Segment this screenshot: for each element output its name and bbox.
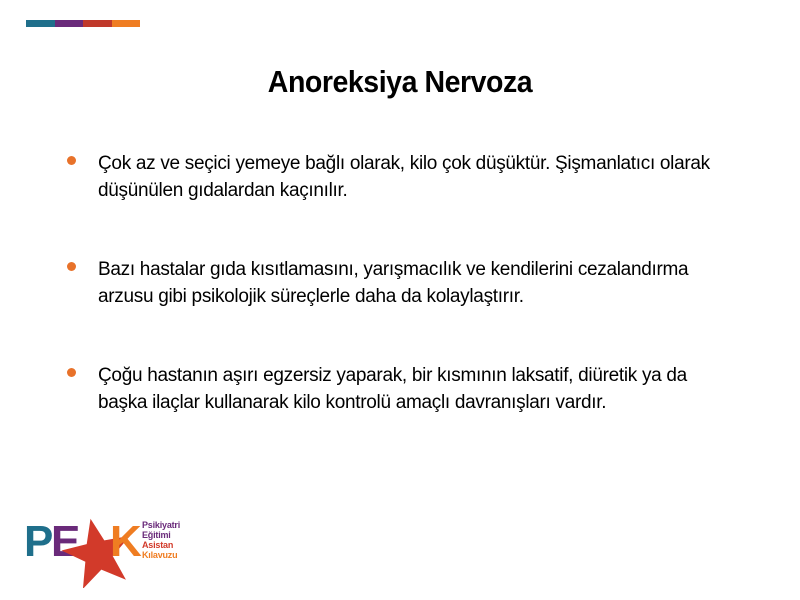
bullet-text: Bazı hastalar gıda kısıtlamasını, yarışmacılık ve kendilerini cezalandırma arzusu gibi psikolojik süreçlerle daha da kolaylaştırır. <box>98 259 689 307</box>
bullet-item <box>64 256 744 310</box>
bullet-list <box>64 150 744 468</box>
color-bar-segment-purple <box>55 20 84 27</box>
header-color-bar <box>26 20 140 27</box>
logo-letter-k: K <box>110 517 140 566</box>
bullet-dot-icon <box>67 262 76 271</box>
color-bar-segment-teal <box>26 20 55 27</box>
bullet-text: Çoğu hastanın aşırı egzersiz yaparak, bir kısmının laksatif, diüretik ya da başka ilaçlar kullanarak kilo kontrolü amaçlı davranışları vardır. <box>98 365 687 413</box>
bullet-text: Çok az ve seçici yemeye bağlı olarak, kilo çok düşüktür. Şişmanlatıcı olarak düşünülen gıdalardan kaçınılır. <box>98 153 710 201</box>
logo-letter-p: P <box>24 517 52 566</box>
bullet-dot-icon <box>67 156 76 165</box>
logo-caption-line: Psikiyatri <box>142 520 181 530</box>
logo-wordmark <box>24 516 144 588</box>
logo-caption-line: Eğitimi <box>142 530 171 540</box>
bullet-item <box>64 150 744 204</box>
logo-caption-line: Asistan <box>142 540 174 550</box>
peak-logo <box>24 516 194 588</box>
color-bar-segment-orange <box>112 20 141 27</box>
bullet-dot-icon <box>67 368 76 377</box>
slide-title: Anoreksiya Nervoza <box>267 64 533 99</box>
logo-caption-line: Kılavuzu <box>142 550 178 560</box>
color-bar-segment-red <box>83 20 112 27</box>
bullet-item <box>64 362 744 416</box>
logo-letter-e: E <box>51 517 79 566</box>
logo-caption <box>142 520 202 560</box>
